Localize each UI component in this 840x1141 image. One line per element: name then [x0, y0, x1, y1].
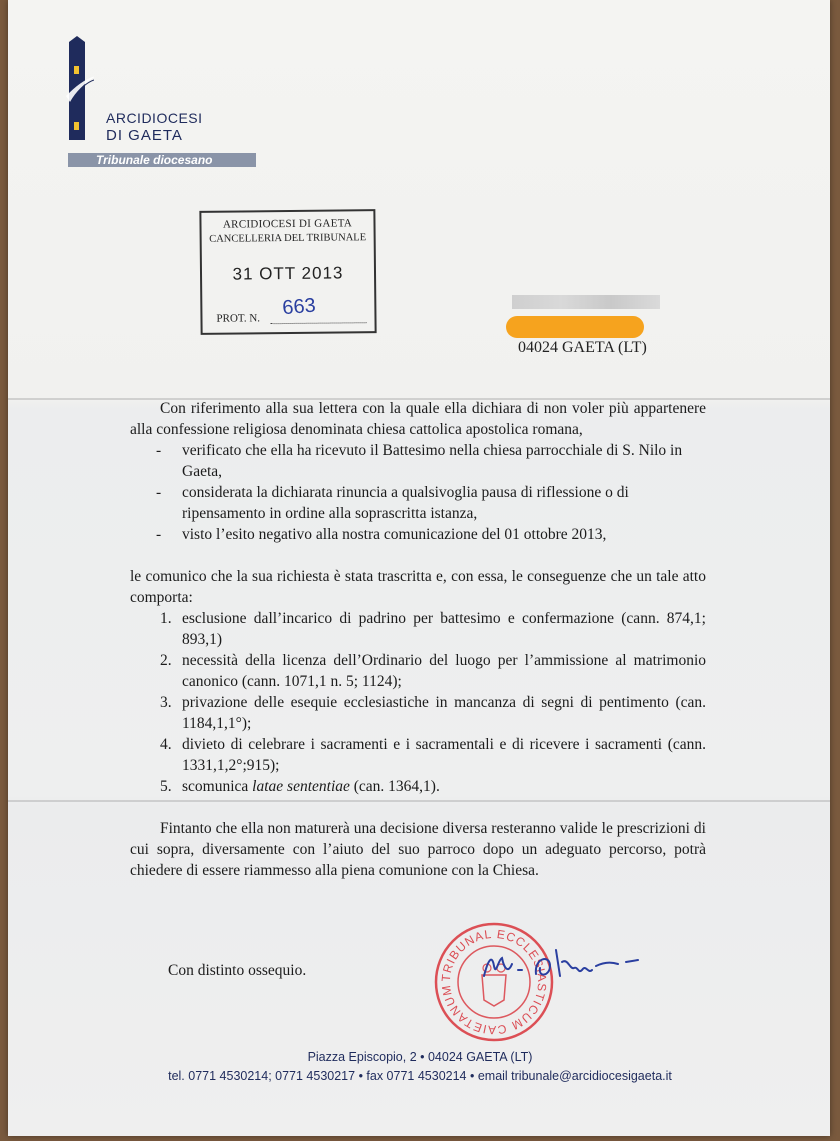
- footer-address: Piazza Episcopio, 2 • 04024 GAETA (LT): [307, 1050, 533, 1064]
- numbered-item-text: privazione delle esequie ecclesiastiche in mancanza di segni di pentimento (can. 1184,1,1°);: [182, 694, 706, 732]
- final-paragraph: Fintanto che ella non maturerà una decisione diversa resteranno valide le prescrizioni di cui sopra, diversamente con l’aiuto del suo parroco dopo un adeguato percorso, potrà chiedere di essere riammesso alla piena comunione con la Chiesa.: [130, 820, 706, 879]
- item5-italic: latae sententiae: [252, 778, 350, 795]
- stamp-prot-number: 663: [281, 294, 317, 320]
- seal-text: TRIBUNAL ECCLESIASTICUM CAIETANUM: [438, 926, 550, 1038]
- stamp-line2: CANCELLERIA DEL TRIBUNALE: [209, 232, 367, 245]
- bell-tower-logo-icon: [66, 36, 94, 140]
- redacted-address: [506, 316, 644, 338]
- stamp-date: 31 OTT 2013: [232, 263, 344, 284]
- numbered-item-text: esclusione dall’incarico di padrino per battesimo e confermazione (cann. 874,1; 893,1): [182, 610, 706, 648]
- tribunale-banner: Tribunale diocesano: [68, 153, 256, 167]
- dash-item: - considerata la dichiarata rinuncia a qualsivoglia pausa di riflessione o di ripensamento in ordine alla soprascritta istanza,: [156, 484, 629, 522]
- numbered-item-text: necessità della licenza dell’Ordinario del luogo per l’ammissione al matrimonio canonico (cann. 1071,1 n. 5; 1124);: [182, 652, 706, 690]
- recipient-city: 04024 GAETA (LT): [518, 339, 647, 356]
- dash-item-text: visto l’esito negativo alla nostra comunicazione del 01 ottobre 2013,: [182, 526, 607, 543]
- dash-item: - visto l’esito negativo alla nostra comunicazione del 01 ottobre 2013,: [156, 526, 607, 543]
- dash-list: [130, 440, 706, 545]
- consequences-intro: le comunico che la sua richiesta è stata trascritta e, con essa, le conseguenze che un tale atto comporta:: [130, 568, 706, 606]
- redacted-name: [512, 295, 660, 309]
- numbered-item: 4. divieto di celebrare i sacramenti e i sacramentali e di ricevere i sacramenti (cann. 1331,1,2°;915);: [160, 736, 706, 774]
- handwritten-signature: [478, 940, 648, 990]
- stamp-prot-label: PROT. N.: [216, 312, 261, 325]
- numbered-item: 5. scomunica latae sententiae (can. 1364,1).: [160, 778, 440, 795]
- logo-line1: ARCIDIOCESI: [106, 110, 203, 126]
- dash-item-text: considerata la dichiarata rinuncia a qualsivoglia pausa di riflessione o di ripensamento in ordine alla soprascritta istanza,: [182, 484, 629, 522]
- dash-item: - verificato che ella ha ricevuto il Battesimo nella chiesa parrocchiale di S. Nilo in Gaeta,: [156, 442, 683, 480]
- logo-subtitle: DI GAETA: [106, 127, 183, 144]
- logo-title: [106, 110, 203, 126]
- item5-suffix: (can. 1364,1).: [349, 778, 440, 795]
- protocol-stamp: [199, 209, 376, 335]
- consequences-list: [130, 608, 706, 797]
- numbered-item: 3. privazione delle esequie ecclesiastiche in mancanza di segni di pentimento (can. 1184,1,1°);: [160, 694, 706, 732]
- numbered-item: 2. necessità della licenza dell’Ordinario del luogo per l’ammissione al matrimonio canonico (cann. 1071,1 n. 5; 1124);: [160, 652, 706, 690]
- numbered-item: 1. esclusione dall’incarico di padrino per battesimo e confermazione (cann. 874,1; 893,1): [160, 610, 706, 648]
- dash-item-text: verificato che ella ha ricevuto il Battesimo nella chiesa parrocchiale di S. Nilo in Gaeta,: [182, 442, 683, 480]
- footer-contacts: tel. 0771 4530214; 0771 4530217 • fax 0771 4530214 • email tribunale@arcidiocesigaeta.it: [168, 1069, 672, 1083]
- closing-salutation: Con distinto ossequio.: [168, 962, 307, 979]
- letter-body: [130, 398, 706, 881]
- stamp-line1: ARCIDIOCESI DI GAETA: [222, 217, 353, 231]
- item5-prefix: scomunica: [182, 778, 253, 795]
- intro-paragraph: Con riferimento alla sua lettera con la quale ella dichiara di non voler più appartenere alla confessione religiosa denominata chiesa cattolica apostolica romana,: [130, 400, 706, 438]
- numbered-item-text: divieto di celebrare i sacramenti e i sacramentali e di ricevere i sacramenti (cann. 1331,1,2°;915);: [182, 736, 706, 774]
